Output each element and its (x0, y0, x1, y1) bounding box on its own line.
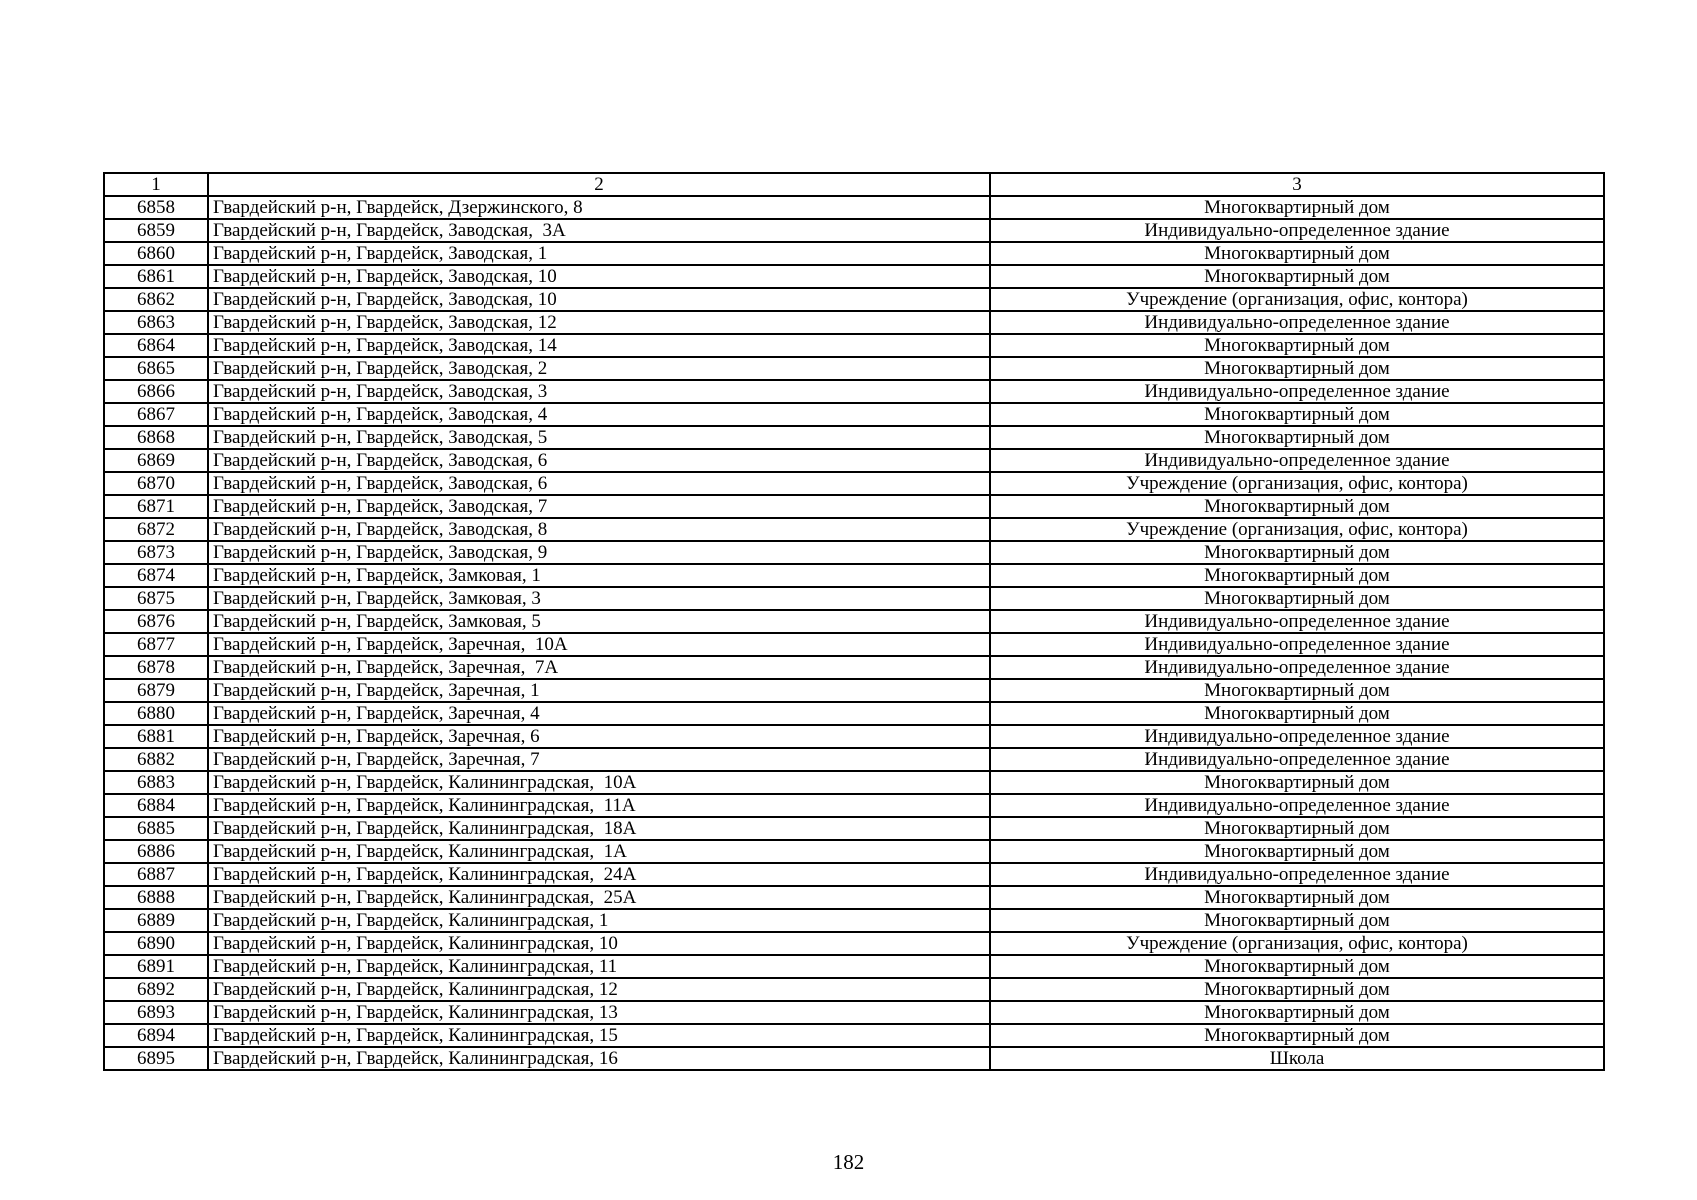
table-header-row (104, 173, 1604, 196)
building-type-cell: Многоквартирный дом (990, 242, 1604, 265)
row-number-cell: 6894 (104, 1024, 208, 1047)
row-number-cell: 6882 (104, 748, 208, 771)
row-number-cell: 6874 (104, 564, 208, 587)
table-row (104, 771, 1604, 794)
row-number-cell: 6862 (104, 288, 208, 311)
table-row (104, 978, 1604, 1001)
address-cell: Гвардейский р-н, Гвардейск, Заречная, 7А (208, 656, 990, 679)
table-row (104, 449, 1604, 472)
address-cell: Гвардейский р-н, Гвардейск, Заводская, 10 (208, 265, 990, 288)
address-cell: Гвардейский р-н, Гвардейск, Калининградская, 25А (208, 886, 990, 909)
row-number-cell: 6895 (104, 1047, 208, 1070)
building-type-cell: Индивидуально-определенное здание (990, 633, 1604, 656)
row-number-cell: 6878 (104, 656, 208, 679)
row-number-cell: 6892 (104, 978, 208, 1001)
table-row (104, 748, 1604, 771)
address-cell: Гвардейский р-н, Гвардейск, Заречная, 6 (208, 725, 990, 748)
row-number-cell: 6858 (104, 196, 208, 219)
building-type-cell: Индивидуально-определенное здание (990, 610, 1604, 633)
building-type-cell: Школа (990, 1047, 1604, 1070)
address-cell: Гвардейский р-н, Гвардейск, Замковая, 5 (208, 610, 990, 633)
address-cell: Гвардейский р-н, Гвардейск, Заречная, 10А (208, 633, 990, 656)
address-cell: Гвардейский р-н, Гвардейск, Калининградская, 1 (208, 909, 990, 932)
building-type-cell: Многоквартирный дом (990, 679, 1604, 702)
table-row (104, 702, 1604, 725)
building-type-cell: Индивидуально-определенное здание (990, 311, 1604, 334)
table-row (104, 265, 1604, 288)
table-row (104, 955, 1604, 978)
row-number-cell: 6891 (104, 955, 208, 978)
row-number-cell: 6875 (104, 587, 208, 610)
row-number-cell: 6871 (104, 495, 208, 518)
row-number-cell: 6872 (104, 518, 208, 541)
address-cell: Гвардейский р-н, Гвардейск, Заводская, 10 (208, 288, 990, 311)
address-cell: Гвардейский р-н, Гвардейск, Калининградская, 18А (208, 817, 990, 840)
row-number-cell: 6866 (104, 380, 208, 403)
table-row (104, 380, 1604, 403)
row-number-cell: 6885 (104, 817, 208, 840)
table-row (104, 403, 1604, 426)
building-type-cell: Индивидуально-определенное здание (990, 794, 1604, 817)
building-type-cell: Многоквартирный дом (990, 817, 1604, 840)
column-header-number: 1 (104, 173, 208, 196)
building-type-cell: Индивидуально-определенное здание (990, 380, 1604, 403)
table-row (104, 472, 1604, 495)
building-type-cell: Многоквартирный дом (990, 1024, 1604, 1047)
building-type-cell: Многоквартирный дом (990, 1001, 1604, 1024)
table-row (104, 541, 1604, 564)
building-type-cell: Многоквартирный дом (990, 357, 1604, 380)
table-row (104, 288, 1604, 311)
address-cell: Гвардейский р-н, Гвардейск, Заводская, 3А (208, 219, 990, 242)
row-number-cell: 6880 (104, 702, 208, 725)
address-cell: Гвардейский р-н, Гвардейск, Заводская, 14 (208, 334, 990, 357)
address-cell: Гвардейский р-н, Гвардейск, Калининградская, 13 (208, 1001, 990, 1024)
table-row (104, 932, 1604, 955)
address-cell: Гвардейский р-н, Гвардейск, Калининградская, 10А (208, 771, 990, 794)
building-type-cell: Учреждение (организация, офис, контора) (990, 518, 1604, 541)
column-header-type: 3 (990, 173, 1604, 196)
table-row (104, 679, 1604, 702)
address-cell: Гвардейский р-н, Гвардейск, Заречная, 1 (208, 679, 990, 702)
row-number-cell: 6887 (104, 863, 208, 886)
building-type-cell: Учреждение (организация, офис, контора) (990, 932, 1604, 955)
table-row (104, 495, 1604, 518)
row-number-cell: 6886 (104, 840, 208, 863)
table-row (104, 794, 1604, 817)
address-cell: Гвардейский р-н, Гвардейск, Заводская, 9 (208, 541, 990, 564)
building-type-cell: Многоквартирный дом (990, 886, 1604, 909)
building-type-cell: Многоквартирный дом (990, 196, 1604, 219)
building-type-cell: Учреждение (организация, офис, контора) (990, 472, 1604, 495)
address-cell: Гвардейский р-н, Гвардейск, Замковая, 1 (208, 564, 990, 587)
building-type-cell: Многоквартирный дом (990, 403, 1604, 426)
address-cell: Гвардейский р-н, Гвардейск, Заводская, 1 (208, 242, 990, 265)
row-number-cell: 6877 (104, 633, 208, 656)
row-number-cell: 6889 (104, 909, 208, 932)
address-cell: Гвардейский р-н, Гвардейск, Заречная, 7 (208, 748, 990, 771)
building-type-cell: Многоквартирный дом (990, 771, 1604, 794)
row-number-cell: 6881 (104, 725, 208, 748)
row-number-cell: 6876 (104, 610, 208, 633)
table-row (104, 219, 1604, 242)
row-number-cell: 6865 (104, 357, 208, 380)
building-type-cell: Индивидуально-определенное здание (990, 748, 1604, 771)
building-type-cell: Индивидуально-определенное здание (990, 449, 1604, 472)
table-row (104, 725, 1604, 748)
address-cell: Гвардейский р-н, Гвардейск, Заводская, 4 (208, 403, 990, 426)
row-number-cell: 6859 (104, 219, 208, 242)
table-row (104, 909, 1604, 932)
row-number-cell: 6879 (104, 679, 208, 702)
row-number-cell: 6868 (104, 426, 208, 449)
building-type-cell: Многоквартирный дом (990, 495, 1604, 518)
row-number-cell: 6873 (104, 541, 208, 564)
table-body (104, 196, 1604, 1070)
building-type-cell: Многоквартирный дом (990, 426, 1604, 449)
row-number-cell: 6890 (104, 932, 208, 955)
table-row (104, 840, 1604, 863)
building-type-cell: Многоквартирный дом (990, 702, 1604, 725)
table-row (104, 656, 1604, 679)
table-row (104, 196, 1604, 219)
address-cell: Гвардейский р-н, Гвардейск, Заводская, 7 (208, 495, 990, 518)
table-row (104, 863, 1604, 886)
table-row (104, 564, 1604, 587)
address-cell: Гвардейский р-н, Гвардейск, Замковая, 3 (208, 587, 990, 610)
table-row (104, 817, 1604, 840)
row-number-cell: 6893 (104, 1001, 208, 1024)
row-number-cell: 6884 (104, 794, 208, 817)
address-cell: Гвардейский р-н, Гвардейск, Дзержинского, 8 (208, 196, 990, 219)
building-type-cell: Многоквартирный дом (990, 265, 1604, 288)
table-row (104, 633, 1604, 656)
column-header-address: 2 (208, 173, 990, 196)
row-number-cell: 6864 (104, 334, 208, 357)
row-number-cell: 6867 (104, 403, 208, 426)
page-number: 182 (832, 1150, 865, 1174)
address-cell: Гвардейский р-н, Гвардейск, Заводская, 3 (208, 380, 990, 403)
address-cell: Гвардейский р-н, Гвардейск, Заводская, 6 (208, 449, 990, 472)
building-type-cell: Многоквартирный дом (990, 840, 1604, 863)
table-row (104, 334, 1604, 357)
table-row (104, 1047, 1604, 1070)
address-cell: Гвардейский р-н, Гвардейск, Заводская, 8 (208, 518, 990, 541)
address-cell: Гвардейский р-н, Гвардейск, Калининградская, 15 (208, 1024, 990, 1047)
table-row (104, 1001, 1604, 1024)
row-number-cell: 6888 (104, 886, 208, 909)
building-type-cell: Учреждение (организация, офис, контора) (990, 288, 1604, 311)
address-cell: Гвардейский р-н, Гвардейск, Калининградская, 12 (208, 978, 990, 1001)
table-row (104, 886, 1604, 909)
table-row (104, 311, 1604, 334)
address-cell: Гвардейский р-н, Гвардейск, Калининградская, 11 (208, 955, 990, 978)
table-row (104, 426, 1604, 449)
row-number-cell: 6860 (104, 242, 208, 265)
row-number-cell: 6870 (104, 472, 208, 495)
building-type-cell: Многоквартирный дом (990, 564, 1604, 587)
building-type-cell: Индивидуально-определенное здание (990, 725, 1604, 748)
building-type-cell: Индивидуально-определенное здание (990, 863, 1604, 886)
row-number-cell: 6863 (104, 311, 208, 334)
building-registry-table (103, 172, 1605, 1071)
table-row (104, 357, 1604, 380)
row-number-cell: 6869 (104, 449, 208, 472)
address-cell: Гвардейский р-н, Гвардейск, Калининградская, 11А (208, 794, 990, 817)
building-type-cell: Индивидуально-определенное здание (990, 656, 1604, 679)
address-cell: Гвардейский р-н, Гвардейск, Калининградская, 10 (208, 932, 990, 955)
address-cell: Гвардейский р-н, Гвардейск, Калининградская, 1А (208, 840, 990, 863)
table-row (104, 242, 1604, 265)
address-cell: Гвардейский р-н, Гвардейск, Заводская, 6 (208, 472, 990, 495)
table-row (104, 1024, 1604, 1047)
table-row (104, 518, 1604, 541)
building-type-cell: Индивидуально-определенное здание (990, 219, 1604, 242)
building-type-cell: Многоквартирный дом (990, 909, 1604, 932)
building-type-cell: Многоквартирный дом (990, 334, 1604, 357)
building-type-cell: Многоквартирный дом (990, 978, 1604, 1001)
address-cell: Гвардейский р-н, Гвардейск, Заводская, 2 (208, 357, 990, 380)
address-cell: Гвардейский р-н, Гвардейск, Заводская, 12 (208, 311, 990, 334)
address-cell: Гвардейский р-н, Гвардейск, Заводская, 5 (208, 426, 990, 449)
row-number-cell: 6861 (104, 265, 208, 288)
table-row (104, 587, 1604, 610)
building-type-cell: Многоквартирный дом (990, 541, 1604, 564)
address-cell: Гвардейский р-н, Гвардейск, Калининградская, 24А (208, 863, 990, 886)
row-number-cell: 6883 (104, 771, 208, 794)
building-type-cell: Многоквартирный дом (990, 955, 1604, 978)
table-row (104, 610, 1604, 633)
address-cell: Гвардейский р-н, Гвардейск, Заречная, 4 (208, 702, 990, 725)
address-cell: Гвардейский р-н, Гвардейск, Калининградская, 16 (208, 1047, 990, 1070)
building-type-cell: Многоквартирный дом (990, 587, 1604, 610)
